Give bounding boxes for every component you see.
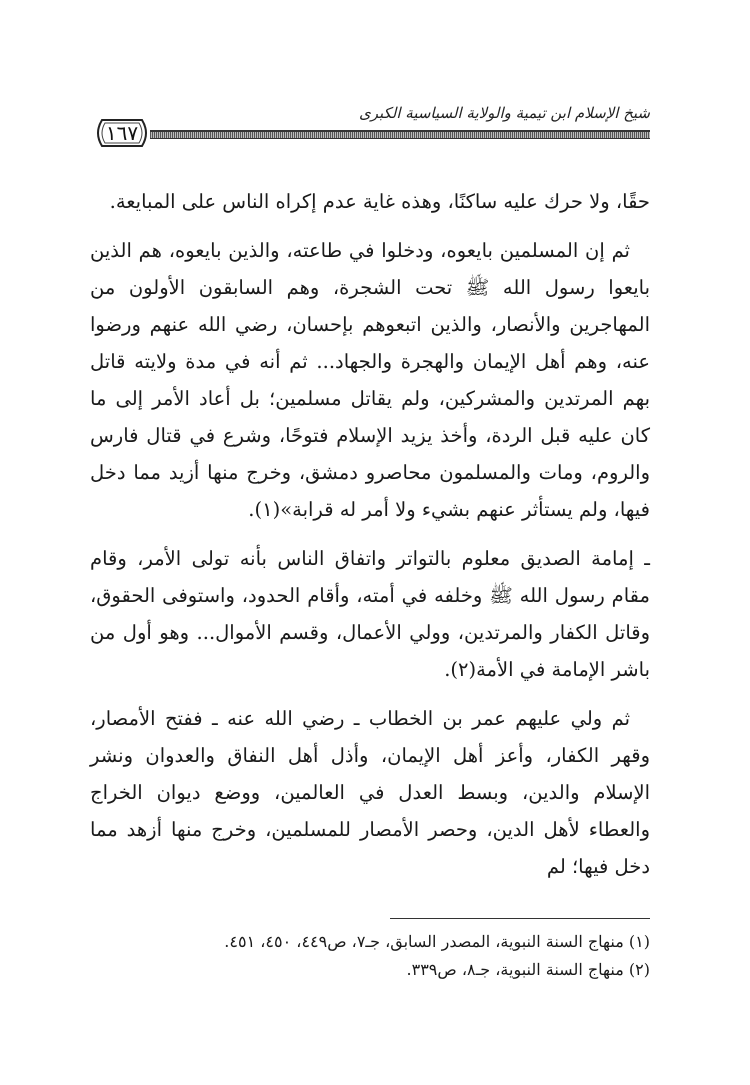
header-rule bbox=[150, 130, 650, 139]
running-title: شيخ الإسلام ابن تيمية والولاية السياسية الكبرى bbox=[358, 104, 650, 122]
footnote-separator bbox=[390, 918, 650, 919]
footnote-2: (٢) منهاج السنة النبوية، جـ٨، ص٣٣٩. bbox=[406, 960, 650, 979]
paragraph-continuation: حقًا، ولا حرك عليه ساكنًا، وهذه غاية عدم إكراه الناس على المبايعة. bbox=[109, 190, 650, 213]
paragraph-imamat-al-siddiq: ـ إمامة الصديق معلوم بالتواتر واتفاق الناس بأنه تولى الأمر، وقام مقام رسول الله ﷺ وخلفه في أمته، وأقام الحدود، واستوفى الحقوق، وقاتل الكفار والمرتدين، وولي الأعمال، وقسم الأموال... وهو أول من باشر الإمامة في الأمة(٢). bbox=[90, 547, 650, 681]
page-number-ornament bbox=[92, 116, 152, 150]
paragraph-umar: ثم ولي عليهم عمر بن الخطاب ـ رضي الله عنه ـ ففتح الأمصار، وقهر الكفار، وأعز أهل الإيمان، وأذل أهل النفاق والعدوان ونشر الإسلام والدين، وبسط العدل في العالمين، ووضع ديوان الخراج والعطاء لأهل الدين، وحصر الأمصار للمسلمين، وخرج منها أزهد مما دخل فيها؛ لم bbox=[90, 707, 650, 878]
footnotes bbox=[90, 928, 650, 984]
main-text bbox=[90, 183, 650, 897]
page-number: ١٦٧ bbox=[105, 121, 139, 145]
paragraph-bay-ah: ثم إن المسلمين بايعوه، ودخلوا في طاعته، والذين بايعوه، هم الذين بايعوا رسول الله ﷺ تحت الشجرة، وهم السابقون الأولون من المهاجرين والأنصار، والذين اتبعوهم بإحسان، رضي الله عنهم ورضوا عنه، وهم أهل الإيمان والهجرة والجهاد... ثم أنه في مدة ولايته قاتل بهم المرتدين والمشركين، ولم يقاتل مسلمين؛ بل أعاد الأمر إلى ما كان عليه قبل الردة، وأخذ يزيد الإسلام فتوحًا، وشرع في قتال فارس والروم، ومات والمسلمون محاصرو دمشق، وخرج منها أزيد مما دخل فيها، ولم يستأثر عنهم بشيء ولا أمر له قرابة»(١). bbox=[90, 239, 650, 521]
footnote-1: (١) منهاج السنة النبوية، المصدر السابق، جـ٧، ص٤٤٩، ٤٥٠، ٤٥١. bbox=[224, 932, 650, 951]
